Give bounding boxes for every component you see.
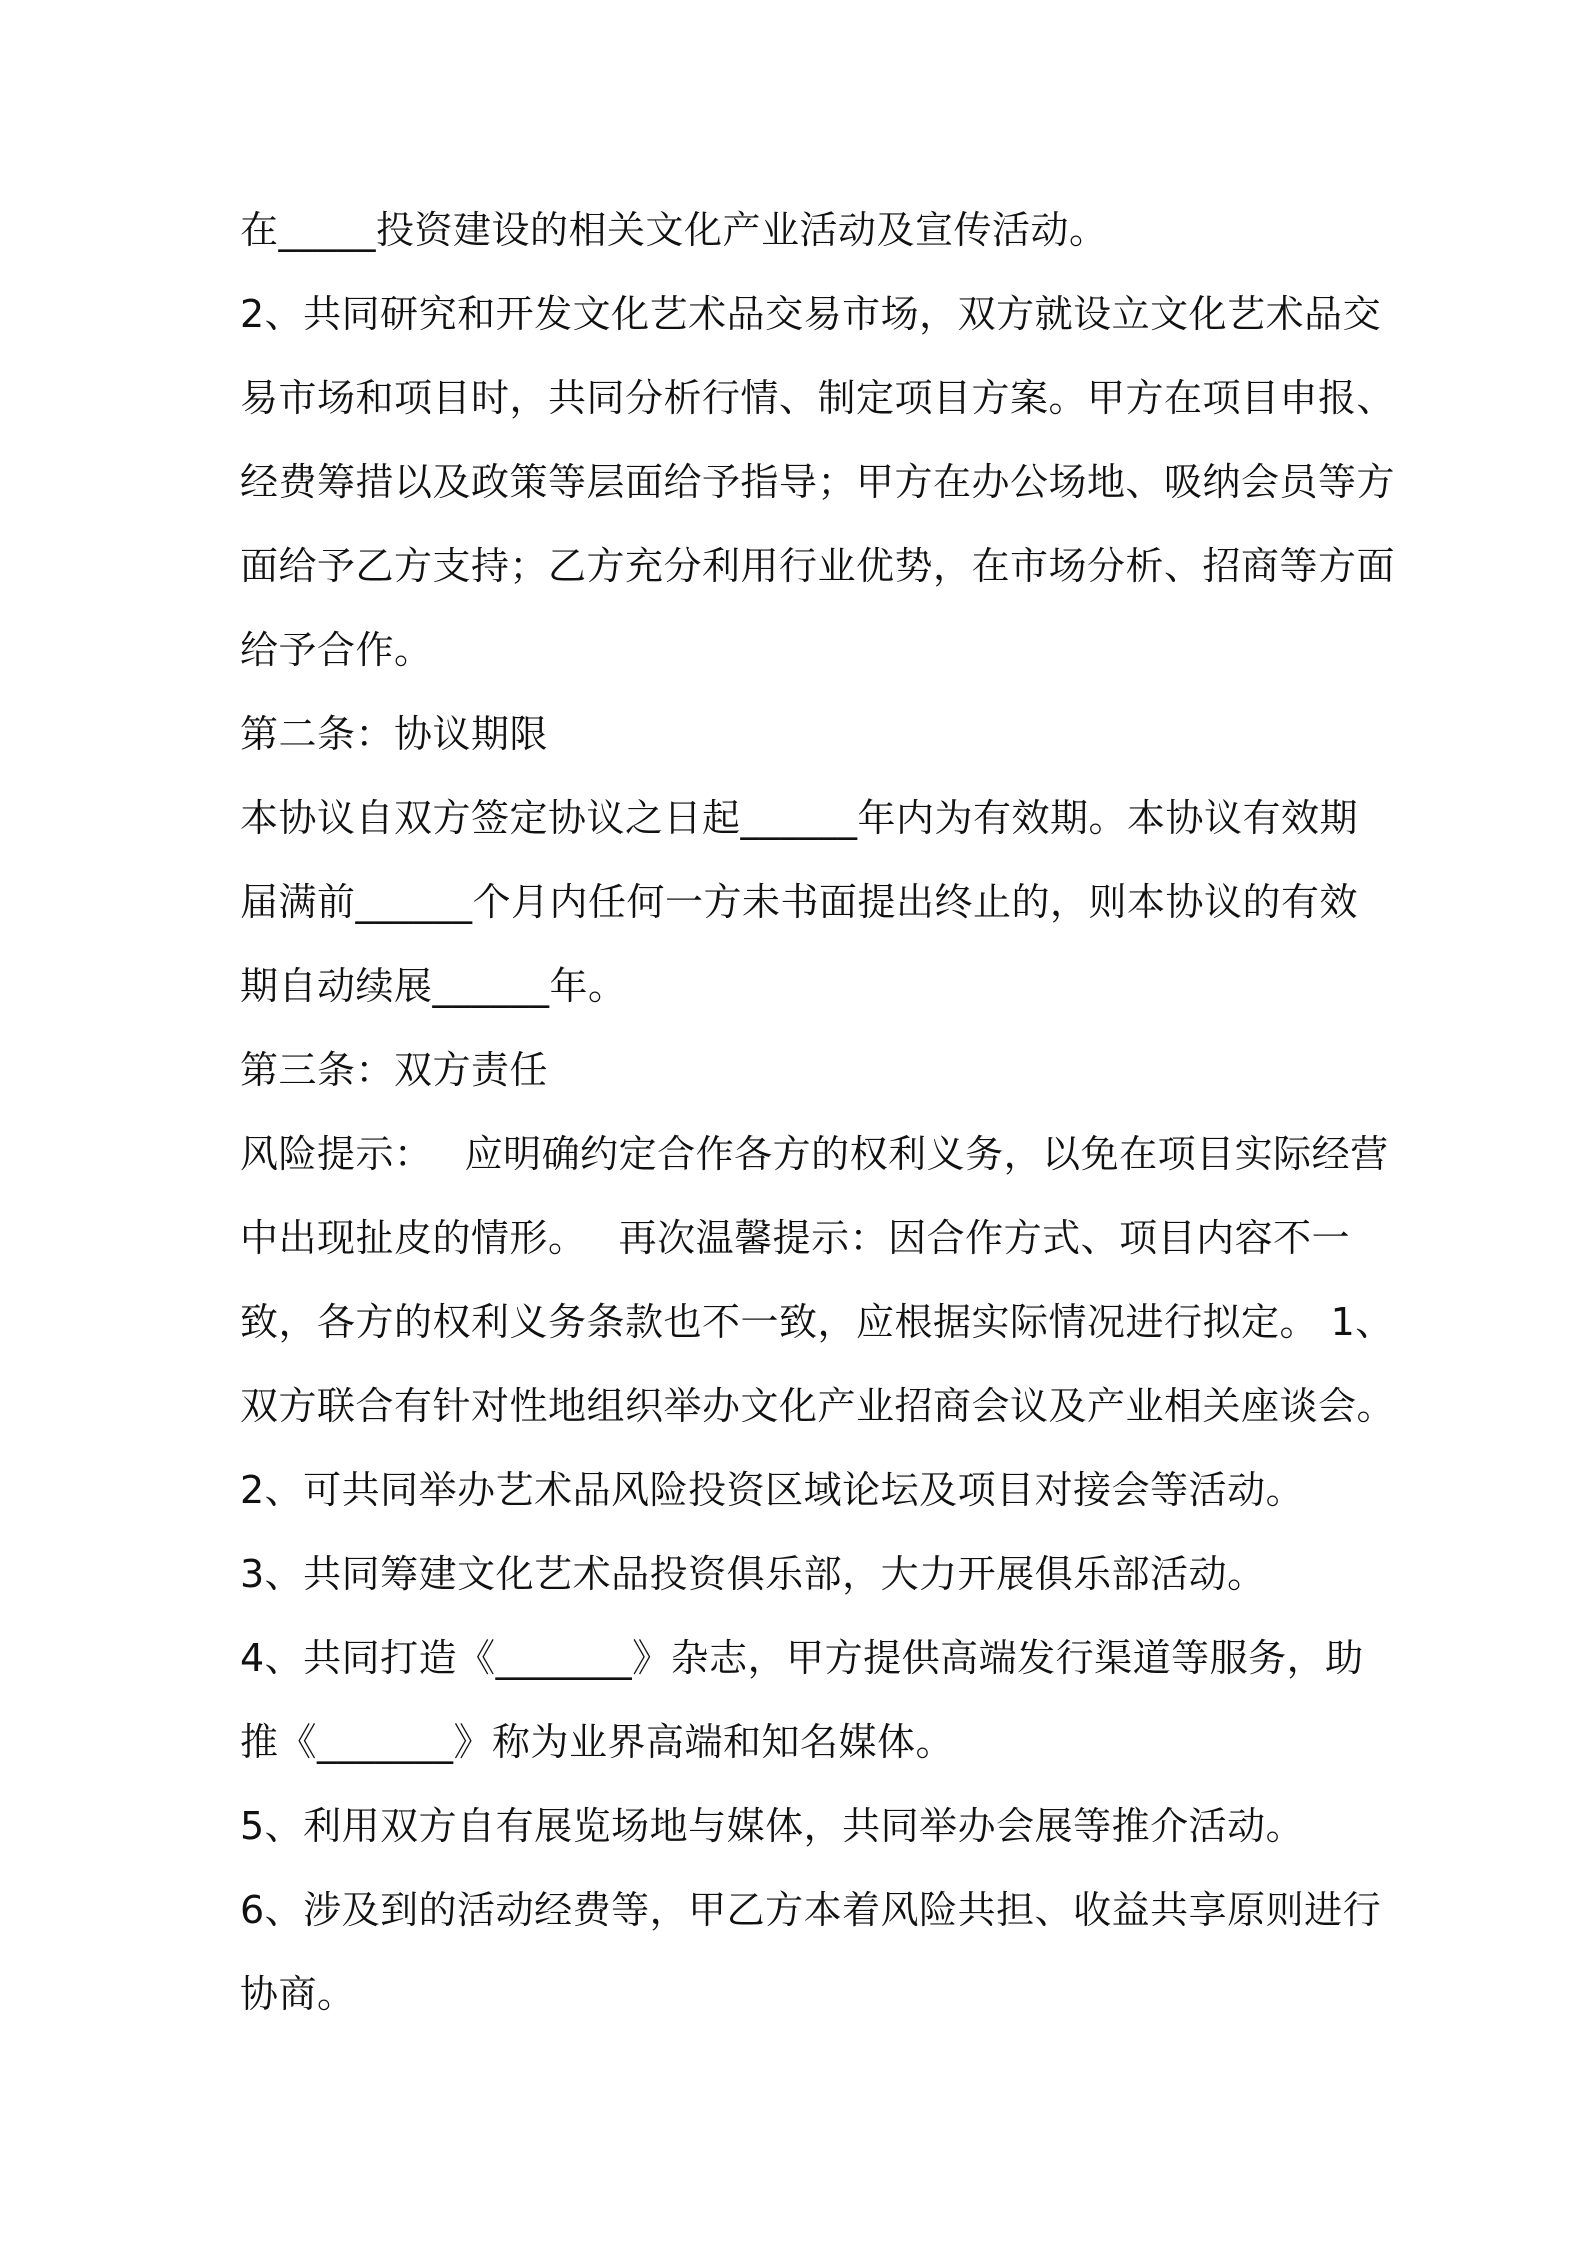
section-heading-responsibilities: 第三条：双方责任 — [240, 1048, 549, 1092]
text-line: 中出现扯皮的情形。 再次温馨提示：因合作方式、项目内容不一 — [240, 1216, 1351, 1260]
text-line: 2、可共同举办艺术品风险投资区域论坛及项目对接会等活动。 — [240, 1468, 1305, 1512]
text-line: 协商。 — [240, 1972, 356, 2016]
text-line: 经费筹措以及政策等层面给予指导；甲方在办公场地、吸纳会员等方 — [240, 460, 1396, 504]
text-line: 2、共同研究和开发文化艺术品交易市场，双方就设立文化艺术品交 — [240, 292, 1382, 336]
text-line: 给予合作。 — [240, 628, 433, 672]
text-line: 致，各方的权利义务条款也不一致，应根据实际情况进行拟定。 1、 — [240, 1300, 1394, 1344]
section-heading-term: 第二条：协议期限 — [240, 712, 549, 756]
text-line: 期自动续展______年。 — [240, 964, 627, 1008]
text-line: 面给予乙方支持；乙方充分利用行业优势，在市场分析、招商等方面 — [240, 544, 1396, 588]
text-line: 双方联合有针对性地组织举办文化产业招商会议及产业相关座谈会。 — [240, 1384, 1396, 1428]
text-line: 3、共同筹建文化艺术品投资俱乐部，大力开展俱乐部活动。 — [240, 1552, 1266, 1596]
text-line: 6、涉及到的活动经费等，甲乙方本着风险共担、收益共享原则进行 — [240, 1888, 1382, 1932]
text-line: 推《_______》称为业界高端和知名媒体。 — [240, 1720, 955, 1764]
text-line: 5、利用双方自有展览场地与媒体，共同举办会展等推介活动。 — [240, 1804, 1305, 1848]
text-line: 4、共同打造《_______》杂志，甲方提供高端发行渠道等服务，助 — [240, 1636, 1364, 1680]
text-line: 在_____投资建设的相关文化产业活动及宣传活动。 — [240, 208, 1108, 252]
text-line: 届满前______个月内任何一方未书面提出终止的，则本协议的有效 — [240, 880, 1359, 924]
text-line: 易市场和项目时，共同分析行情、制定项目方案。甲方在项目申报、 — [240, 376, 1396, 420]
text-line: 本协议自双方签定协议之日起______年内为有效期。本协议有效期 — [240, 796, 1359, 840]
document-body — [240, 188, 1396, 2036]
text-line: 风险提示： 应明确约定合作各方的权利义务，以免在项目实际经营 — [240, 1132, 1389, 1176]
